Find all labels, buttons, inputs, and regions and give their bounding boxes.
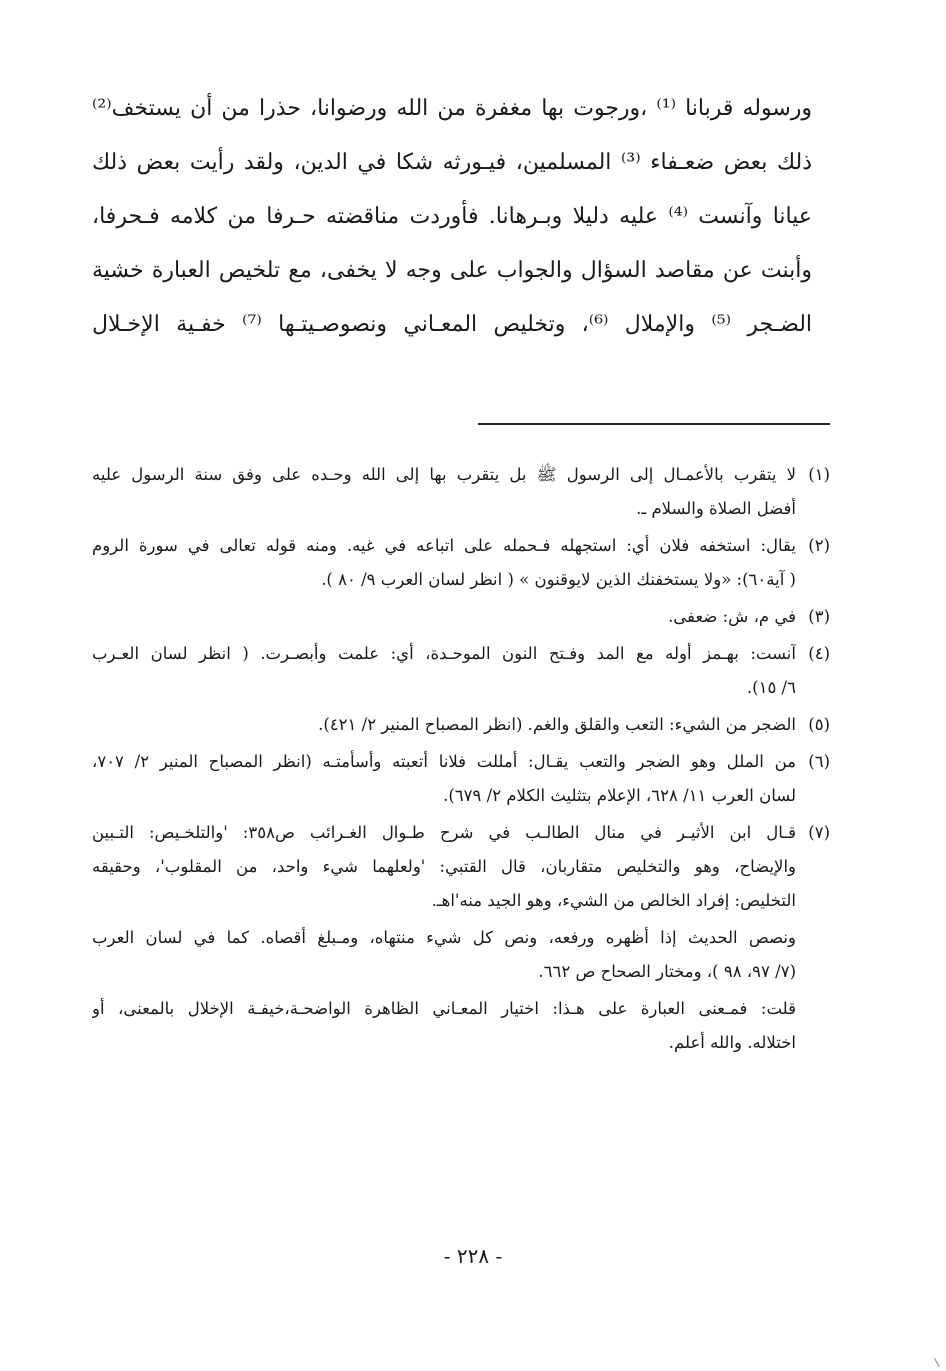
- footnote-line: أفضل الصلاة والسلام ـ.: [636, 499, 796, 518]
- footnote-line: ( آية٦٠): «ولا يستخفنك الذين لايوقنون » ( انظر لسان العرب ٩/ ٨٠ ).: [321, 570, 796, 589]
- footnote-line: آنست: بهـمز أوله مع المد وفـتح النون الموحـدة، أي: علمت وأبصـرت. ( انظر لسان العـرب: [92, 644, 796, 663]
- footnote-number: (٤): [808, 644, 830, 663]
- footnote-1: [92, 458, 830, 526]
- footnote-line: ونصص الحديث إذا أظهره ورفعه، ونص كل شيء منتهاه، ومـبلغ أقصاه. كما في لسان العرب: [92, 928, 796, 947]
- scan-mark: [934, 1355, 945, 1367]
- footnote-7: [92, 816, 830, 918]
- footnote-number: (١): [808, 465, 830, 484]
- footnotes-section: [92, 458, 830, 1063]
- footnote-line: من الملل وهو الضجر والتعب يقـال: أمللت فلانا أتعبته وأسأمتـه (انظر المصباح المنير ٢/ ٧٠٧،: [92, 752, 796, 771]
- footnote-line: والإيضاح، وهو والتخليص متقاربان، قال القتبي: 'ولعلهما شيء واحد، من المقلوب'، وحقيقه: [92, 857, 796, 876]
- footnote-separator: [478, 423, 830, 425]
- footnote-line: (٧/ ٩٧، ٩٨ )، ومختار الصحاح ص ٦٦٢.: [538, 962, 796, 981]
- footnote-line: ٦/ ١٥).: [746, 678, 796, 697]
- footnote-number: (٥): [808, 715, 830, 734]
- footnote-line: في م، ش: ضعفى.: [668, 607, 796, 626]
- footnote-line: قلت: فمـعنى العبارة على هـذا: اختيار المعـاني الظاهرة الواضحـة،خيفـة الإخلال بالمعنى، أو: [92, 999, 796, 1018]
- page-number: - ٢٢٨ -: [443, 1244, 503, 1268]
- footnote-line: لا يتقرب بالأعمـال إلى الرسول ﷺ بل يتقرب بها إلى الله وحـده على وفق سنة الرسول عليه: [92, 465, 796, 484]
- footnote-number: (٢): [808, 536, 830, 555]
- footnote-line: التخليص: إفراد الخالص من الشيء، وهو الجيد منه'اهـ.: [431, 891, 796, 910]
- footnote-number: (٦): [808, 752, 830, 771]
- main-text-line-5: الضـجر ⁽⁵⁾ والإملال ⁽⁶⁾، وتخليص المعـاني ونصوصـيتـها ⁽⁷⁾ خفـية الإخـلال: [92, 312, 812, 337]
- main-text-line-2: ذلك بعض ضعـفاء ⁽³⁾ المسلمين، فيـورثه شكا في الدين، ولقد رأيت بعض ذلك: [92, 150, 812, 175]
- footnote-line: يقال: استخفه فلان أي: استجهله فـحمله على اتباعه في غيه. ومنه قوله تعالى في سورة الروم: [92, 536, 796, 555]
- footnote-7-continuation-1: [92, 921, 830, 989]
- footnote-3: [92, 600, 830, 634]
- main-body-text: [92, 82, 812, 352]
- footnote-6: [92, 745, 830, 813]
- footnote-5: [92, 708, 830, 742]
- footnote-line: لسان العرب ١١/ ٦٢٨، الإعلام بتثليث الكلام ٢/ ٦٧٩).: [443, 786, 796, 805]
- main-text-line-1: ورسوله قربانا ⁽¹⁾ ،ورجوت بها مغفرة من الله ورضوانا، حذرا من أن يستخف⁽²⁾: [92, 96, 812, 121]
- footnote-4: [92, 637, 830, 705]
- footnote-line: اختلاله. والله أعلم.: [668, 1033, 796, 1052]
- footnote-line: الضجر من الشيء: التعب والقلق والغم. (انظر المصباح المنير ٢/ ٤٢١).: [318, 715, 796, 734]
- footnote-2: [92, 529, 830, 597]
- main-text-line-4: وأبنت عن مقاصد السؤال والجواب على وجه لا يخفى، مع تلخيص العبارة خشية: [92, 258, 812, 283]
- footnote-number: (٧): [808, 823, 830, 842]
- footnote-line: قـال ابن الأثيـر في منال الطالـب في شرح طـوال الغـرائب ص٣٥٨: 'والتلخـيص: التـبين: [92, 823, 796, 842]
- footnote-number: (٣): [808, 607, 830, 626]
- footnote-7-continuation-2: [92, 992, 830, 1060]
- main-text-line-3: عيانا وآنست ⁽⁴⁾ عليه دليلا وبـرهانا. فأوردت مناقضته حـرفا من كلامه فـحرفا،: [92, 204, 812, 229]
